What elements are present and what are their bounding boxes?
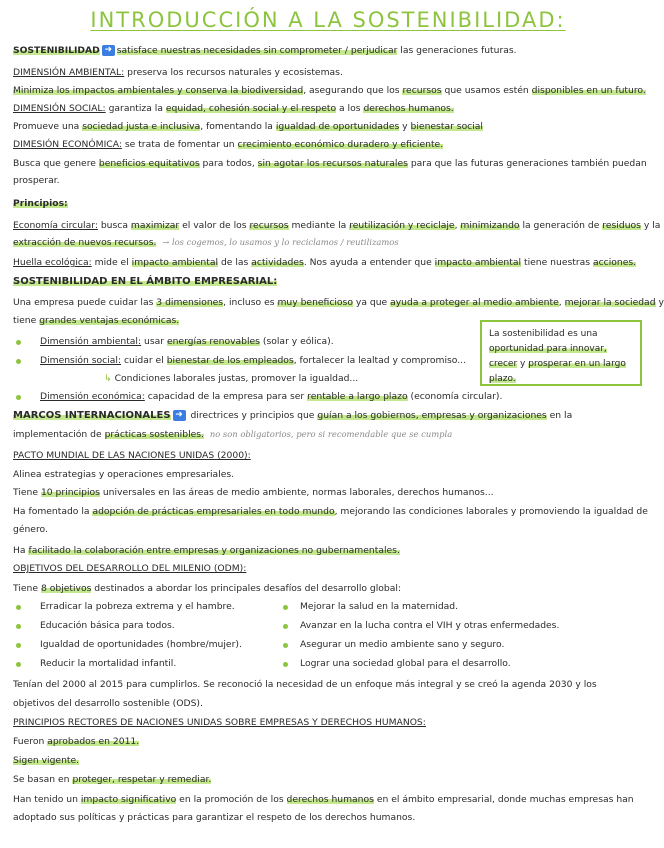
bullet-icon: [16, 605, 21, 610]
text: ya que: [352, 297, 391, 308]
text-highlight: acciones.: [592, 257, 637, 268]
empresarial-line-1: [13, 296, 664, 309]
text-highlight: sociedad justa e inclusiva: [82, 121, 201, 132]
text: universales en las áreas de medio ambiente, normas laborales, derechos humanos...: [99, 487, 494, 498]
text: busca: [97, 220, 131, 231]
bullet-label: Dimensión económica:: [40, 391, 145, 402]
handwritten-note: no son obligatorios, pero si recomendable que se cumpla: [209, 429, 453, 439]
economica-line: [13, 138, 643, 151]
text-highlight: ayuda a proteger al medio ambiente: [390, 297, 559, 308]
text: de las: [218, 257, 252, 268]
pacto-label: PACTO MUNDIAL DE LAS NACIONES UNIDAS (2000):: [13, 450, 251, 461]
text-highlight: reutilización y reciclaje: [349, 220, 455, 231]
text-highlight: 10 principios: [40, 487, 100, 498]
text-highlight: impacto significativo: [80, 794, 177, 805]
bullet-icon: [16, 624, 21, 629]
text-highlight: extracción de nuevos recursos.: [13, 237, 157, 248]
empresarial-bullet-ambiental: [40, 335, 470, 348]
marcos-line: [13, 409, 643, 422]
text: se trata de fomentar un: [121, 139, 238, 150]
economica-label: DIMESIÓN ECONÓMICA:: [13, 139, 122, 150]
empresarial-heading: SOSTENIBILIDAD EN EL ÁMBITO EMPRESARIAL:: [13, 276, 278, 287]
pacto-label-line: [13, 449, 643, 462]
text: tiene: [13, 315, 40, 326]
social-label: DIMENSIÓN SOCIAL:: [13, 103, 106, 114]
text-highlight: equidad, cohesión social y el respeto: [165, 103, 337, 114]
text-highlight: oportunidad para innovar, crecer: [489, 344, 607, 369]
odm-label: OBJETIVOS DEL DESARROLLO DEL MILENIO (ODM):: [13, 563, 247, 574]
economica-line-3: prosperar.: [13, 175, 60, 186]
arrow-icon: ➜: [173, 410, 186, 421]
corner-arrow-icon: ↳: [104, 373, 115, 384]
handwritten-note: → los cogemos, lo usamos y lo reciclamos / reutilizamos: [162, 237, 399, 247]
principios-onu-line-1: [13, 735, 643, 748]
text: , incluso es: [223, 297, 278, 308]
text-highlight: rentable a largo plazo: [307, 391, 408, 402]
text-highlight: muy beneficioso: [277, 297, 353, 308]
text-highlight: disponibles en un futuro.: [531, 85, 646, 96]
text: y la: [640, 220, 661, 231]
text-highlight: mejorar la sociedad: [564, 297, 656, 308]
text: el valor de los: [179, 220, 250, 231]
text: Tiene: [13, 487, 41, 498]
text: y: [517, 359, 529, 369]
text: capacidad de la empresa para ser: [144, 391, 308, 402]
text: que usamos estén: [441, 85, 532, 96]
principios-label: Principios:: [13, 198, 68, 209]
odm-objective: Asegurar un medio ambiente sano y seguro.: [300, 639, 505, 650]
text-highlight: adopción de prácticas empresariales en todo mundo: [92, 506, 335, 517]
text: tiene nuestras: [521, 257, 593, 268]
text: La sostenibilidad es una: [489, 329, 598, 339]
text: , asegurando que los: [303, 85, 403, 96]
text-highlight: beneficios equitativos: [98, 158, 200, 169]
arrow-icon: ➜: [102, 45, 115, 56]
principios-onu-line-4: [13, 793, 643, 806]
principios-onu-line-3: [13, 773, 643, 786]
text-highlight: impacto ambiental: [131, 257, 219, 268]
ambiental-line: [13, 66, 643, 79]
text-highlight: Minimiza los impactos ambientales y conserva la biodiversidad: [13, 85, 304, 96]
odm-objective: Lograr una sociedad global para el desarrollo.: [300, 658, 511, 669]
bullet-icon: [283, 605, 288, 610]
odm-line-2: Tenían del 2000 al 2015 para cumplirlos. Se reconoció la necesidad de un enfoque más integral y se creó la agenda 2030 y los: [13, 679, 597, 690]
text: Ha fomentado la: [13, 506, 93, 517]
bullet-icon: [16, 340, 21, 345]
bullet-icon: [16, 662, 21, 667]
text-highlight: facilitado la colaboración entre empresas y organizaciones no gubernamentales.: [28, 545, 400, 556]
text: en el ámbito empresarial, donde muchas empresas han: [373, 794, 634, 805]
text-highlight: recursos: [249, 220, 289, 231]
text: Se basan en: [13, 774, 73, 785]
text-highlight: 3 dimensiones: [156, 297, 224, 308]
odm-objective: Mejorar la salud en la maternidad.: [300, 601, 459, 612]
text-highlight: igualdad de oportunidades: [275, 121, 400, 132]
text: usar: [141, 336, 167, 347]
text: , mejorando las condiciones laborales y promoviendo la igualdad de: [334, 506, 648, 517]
text-highlight: energías renovables: [166, 336, 260, 347]
text: implementación de: [13, 429, 105, 440]
text-highlight: prosperar en un largo plazo.: [489, 359, 626, 384]
economica-line-2: [13, 157, 647, 170]
text: mide el: [91, 257, 132, 268]
economia-circular-line: [13, 219, 661, 232]
pacto-line-3: [13, 505, 648, 518]
bullet-icon: [16, 643, 21, 648]
text: Condiciones laborales justas, promover la igualdad...: [114, 373, 359, 384]
text: , fomentando la: [200, 121, 276, 132]
empresarial-heading-line: [13, 275, 643, 288]
sostenibilidad-oportunidad-box: [480, 320, 642, 386]
odm-objective: Avanzar en la lucha contra el VIH y otras enfermedades.: [300, 620, 560, 631]
odm-objective: Igualdad de oportunidades (hombre/mujer).: [40, 639, 242, 650]
empresarial-bullet-economica: [40, 390, 640, 403]
bullet-icon: [283, 624, 288, 629]
text: (solar y eólica).: [259, 336, 334, 347]
principios-line: [13, 197, 643, 210]
text: ,: [454, 220, 461, 231]
text-highlight: residuos: [602, 220, 641, 231]
text-highlight: recursos: [402, 85, 442, 96]
text-highlight: maximizar: [130, 220, 180, 231]
text-highlight: proteger, respetar y remediar.: [72, 774, 212, 785]
text-highlight: grandes ventajas económicas.: [39, 315, 180, 326]
ambiental-def: preserva los recursos naturales y ecosistemas.: [124, 67, 343, 78]
text: directrices y principios que: [187, 410, 318, 421]
text-highlight: aprobados en 2011.: [47, 736, 140, 747]
huella-label: Huella ecológica:: [13, 257, 92, 268]
marcos-heading: MARCOS INTERNACIONALES: [13, 410, 171, 421]
page-title: INTRODUCCIÓN A LA SOSTENIBILIDAD:: [90, 8, 566, 32]
text: , fortalecer la lealtad y compromiso...: [293, 355, 467, 366]
ambiental-label: DIMENSIÓN AMBIENTAL:: [13, 67, 125, 78]
text: cuidar el: [121, 355, 167, 366]
pacto-line-5: [13, 544, 643, 557]
text: Fueron: [13, 736, 48, 747]
economia-circular-line-2: [13, 236, 643, 249]
text: Han tenido un: [13, 794, 81, 805]
text: la generación de: [519, 220, 603, 231]
text: mediante la: [288, 220, 350, 231]
bullet-icon: [283, 643, 288, 648]
empresarial-social-sub: [104, 372, 474, 385]
pacto-line-4: género.: [13, 524, 48, 535]
sostenibilidad-def-highlight: satisface nuestras necesidades sin comprometer / perjudicar: [116, 45, 398, 56]
text: . Nos ayuda a entender que: [303, 257, 435, 268]
ambiental-line-2: [13, 84, 646, 97]
odm-objective: Reducir la mortalidad infantil.: [40, 658, 177, 669]
text-highlight: derechos humanos.: [363, 103, 454, 114]
bullet-icon: [16, 395, 21, 400]
odm-objective: Educación básica para todos.: [40, 620, 175, 631]
text: garantiza la: [105, 103, 166, 114]
sostenibilidad-term: SOSTENIBILIDAD: [13, 45, 100, 56]
odm-line-1: [13, 582, 643, 595]
text-highlight: derechos humanos: [286, 794, 374, 805]
text-highlight: prácticas sostenibles.: [104, 429, 204, 440]
text: destinados a abordar los principales desafíos del desarrollo global:: [91, 583, 402, 594]
text: para todos,: [199, 158, 258, 169]
text: ,: [558, 297, 565, 308]
text-highlight: crecimiento económico duradero y eficiente.: [237, 139, 444, 150]
text: Tiene: [13, 583, 41, 594]
text: a los: [336, 103, 364, 114]
odm-line-3: objetivos del desarrollo sostenible (ODS).: [13, 698, 203, 709]
text: Una empresa puede cuidar las: [13, 297, 157, 308]
text-highlight: minimizando: [460, 220, 520, 231]
text-highlight: actividades: [251, 257, 304, 268]
social-line: [13, 102, 643, 115]
text-highlight: impacto ambiental: [434, 257, 522, 268]
text: y: [655, 297, 664, 308]
text-highlight: 8 objetivos: [40, 583, 92, 594]
sostenibilidad-def-rest: las generaciones futuras.: [397, 45, 517, 56]
text: en la promoción de los: [176, 794, 287, 805]
bullet-label: Dimensión ambiental:: [40, 336, 142, 347]
marcos-line-2: [13, 428, 643, 441]
text: Busca que genere: [13, 158, 99, 169]
empresarial-bullet-social: [40, 354, 470, 367]
huella-line: [13, 256, 643, 269]
odm-objective: Erradicar la pobreza extrema y el hambre.: [40, 601, 235, 612]
text-highlight: bienestar de los empleados: [166, 355, 294, 366]
principios-onu-label-line: [13, 716, 643, 729]
bullet-label: Dimensión social:: [40, 355, 122, 366]
principios-onu-line-2: [13, 754, 643, 767]
text-highlight: Sigen vigente.: [13, 755, 80, 766]
text: Promueve una: [13, 121, 83, 132]
economia-circular-label: Economía circular:: [13, 220, 98, 231]
social-line-2: [13, 120, 643, 133]
text: en la: [546, 410, 573, 421]
bullet-icon: [283, 662, 288, 667]
text: y: [399, 121, 411, 132]
text-highlight: guían a los gobiernos, empresas y organizaciones: [317, 410, 547, 421]
sostenibilidad-line: [13, 44, 643, 57]
pacto-line-1: Alinea estrategias y operaciones empresariales.: [13, 469, 235, 480]
text: (economía circular).: [407, 391, 503, 402]
pacto-line-2: [13, 486, 643, 499]
text: Ha: [13, 545, 29, 556]
text: para que las futuras generaciones también puedan: [407, 158, 647, 169]
text-highlight: sin agotar los recursos naturales: [257, 158, 408, 169]
text-highlight: bienestar social: [410, 121, 483, 132]
odm-label-line: [13, 562, 643, 575]
bullet-icon: [16, 359, 21, 364]
principios-onu-line-5: adoptado sus políticas y prácticas para garantizar el respeto de los derechos humanos.: [13, 812, 416, 823]
principios-onu-label: PRINCIPIOS RECTORES DE NACIONES UNIDAS SOBRE EMPRESAS Y DERECHOS HUMANOS:: [13, 717, 426, 728]
